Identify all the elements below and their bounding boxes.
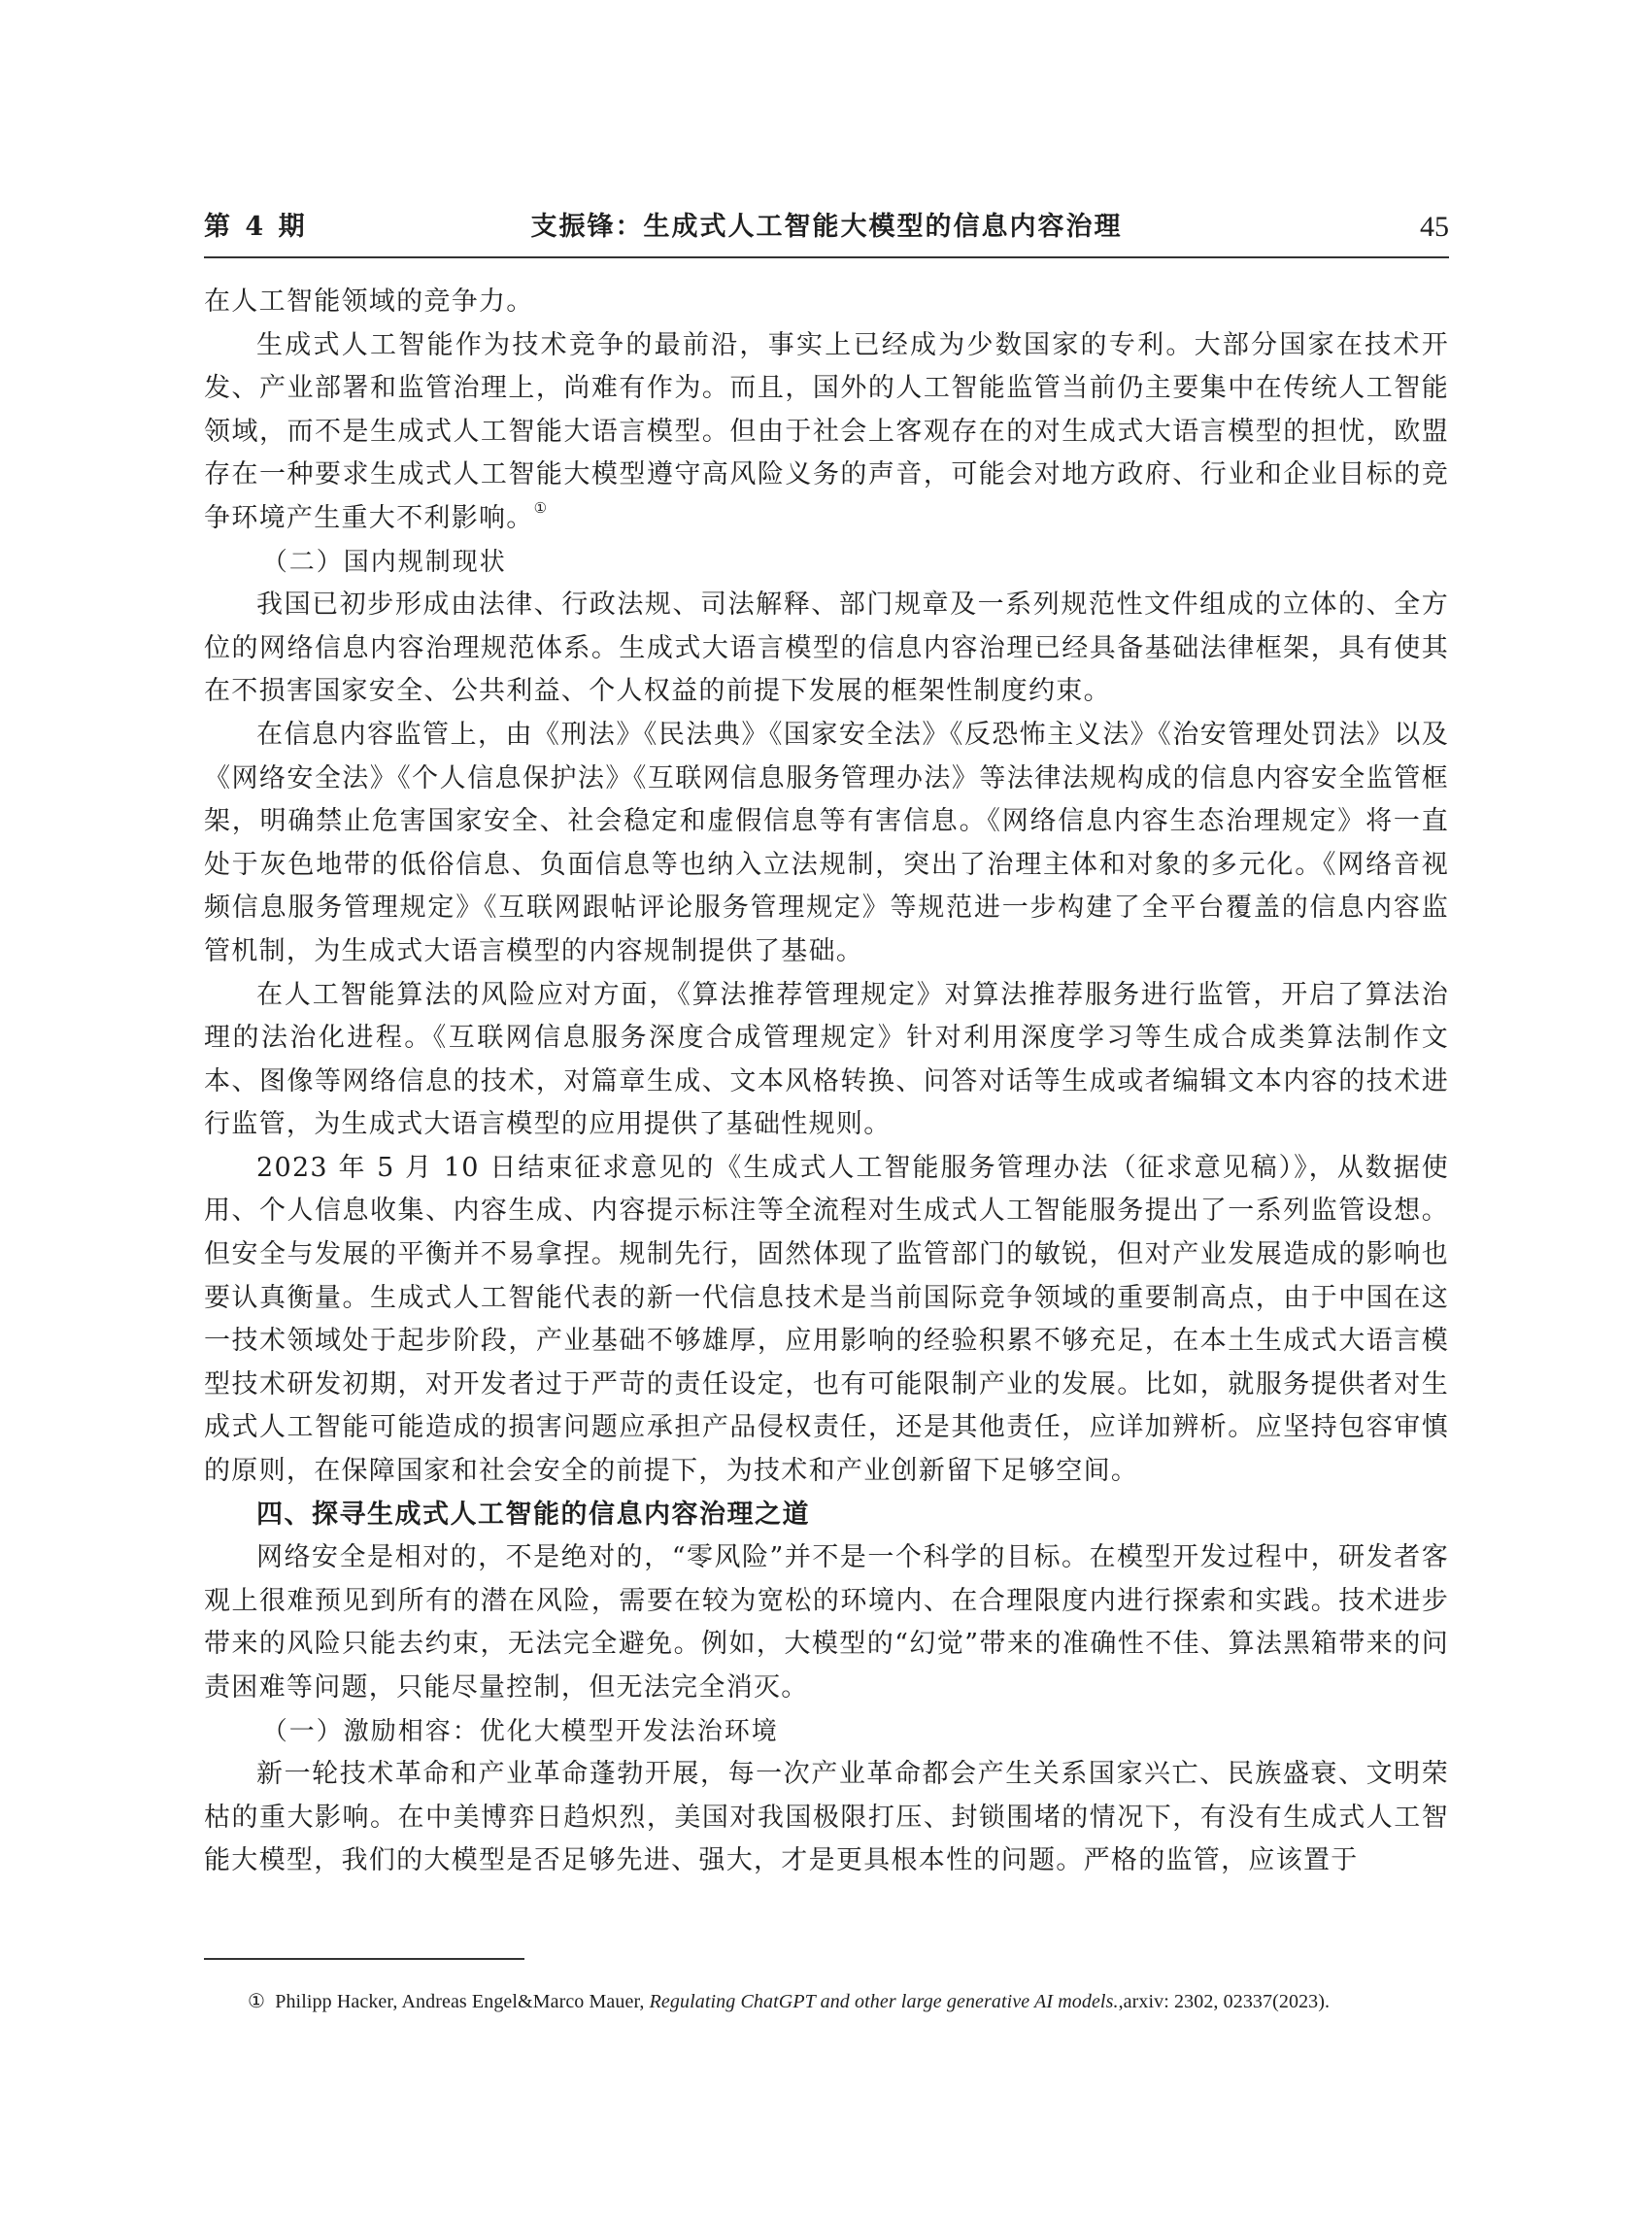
footnote-source: ,arxiv: 2302, 02337(2023). <box>1118 1991 1331 2012</box>
paragraph-legal-framework: 我国已初步形成由法律、行政法规、司法解释、部门规章及一系列规范性文件组成的立体的、全方位的网络信息内容治理规范体系。生成式大语言模型的信息内容治理已经具备基础法律框架，具有使其在不损害国家安全、公共利益、个人权益的前提下发展的框架性制度约束。 <box>204 590 1449 707</box>
paragraph-relative-security: 网络安全是相对的，不是绝对的，“零风险”并不是一个科学的目标。在模型开发过程中，研发者客观上很难预见到所有的潜在风险，需要在较为宽松的环境内、在合理限度内进行探索和实践。技术进步带来的风险只能去约束，无法完全避免。例如，大模型的“幻觉”带来的准确性不佳、算法黑箱带来的问责困难等问题，只能尽量控制，但无法完全消灭。 <box>204 1542 1449 1703</box>
paragraph-text: 生成式人工智能作为技术竞争的最前沿，事实上已经成为少数国家的专利。大部分国家在技术开发、产业部署和监管治理上，尚难有作为。而且，国外的人工智能监管当前仍主要集中在传统人工智能领域，而不是生成式人工智能大语言模型。但由于社会上客观存在的对生成式大语言模型的担忧，欧盟存在一种要求生成式人工智能大模型遵守高风险义务的声音，可能会对地方政府、行业和企业目标的竞争环境产生重大不利影响。 <box>204 329 1449 533</box>
body-text <box>204 281 1449 1883</box>
footnote <box>248 1988 1452 2015</box>
paragraph-continued: 在人工智能领域的竞争力。 <box>204 287 534 317</box>
paragraph-draft-measures: 2023 年 5 月 10 日结束征求意见的《生成式人工智能服务管理办法（征求意见稿）》，从数据使用、个人信息收集、内容生成、内容提示标注等全流程对生成式人工智能服务提出了一系列监管设想。但安全与发展的平衡并不易拿捏。规制先行，固然体现了监管部门的敏锐，但对产业发展造成的影响也要认真衡量。生成式人工智能代表的新一代信息技术是当前国际竞争领域的重要制高点，由于中国在这一技术领域处于起步阶段，产业基础不够雄厚，应用影响的经验积累不够充足，在本土生成式大语言模型技术研发初期，对开发者过于严苛的责任设定，也有可能限制产业的发展。比如，就服务提供者对生成式人工智能可能造成的损害问题应承担产品侵权责任，还是其他责任，应详加辨析。应坚持包容审慎的原则，在保障国家和社会安全的前提下，为技术和产业创新留下足够空间。 <box>204 1152 1449 1487</box>
paragraph-tech-revolution: 新一轮技术革命和产业革命蓬勃开展，每一次产业革命都会产生关系国家兴亡、民族盛衰、文明荣枯的重大影响。在中美博弈日趋炽烈，美国对我国极限打压、封锁围堵的情况下，有没有生成式人工智能大模型，我们的大模型是否足够先进、强大，才是更具根本性的问题。严格的监管，应该置于 <box>204 1759 1449 1876</box>
subsection-heading-incentive: （一）激励相容：优化大模型开发法治环境 <box>261 1716 779 1746</box>
issue-number: 第 4 期 <box>204 212 308 242</box>
page-number: 45 <box>1420 211 1449 243</box>
paragraph-international-competition <box>204 324 1449 541</box>
footnote-ref[interactable]: ① <box>533 498 549 517</box>
subsection-heading-domestic: （二）国内规制现状 <box>261 547 507 577</box>
paragraph-content-supervision: 在信息内容监管上，由《刑法》《民法典》《国家安全法》《反恐怖主义法》《治安管理处罚法》以及《网络安全法》《个人信息保护法》《互联网信息服务管理办法》等法律法规构成的信息内容安全监管框架，明确禁止危害国家安全、社会稳定和虚假信息等有害信息。《网络信息内容生态治理规定》将一直处于灰色地带的低俗信息、负面信息等也纳入立法规制，突出了治理主体和对象的多元化。《网络音视频信息服务管理规定》《互联网跟帖评论服务管理规定》等规范进一步构建了全平台覆盖的信息内容监管机制，为生成式大语言模型的内容规制提供了基础。 <box>204 719 1449 966</box>
running-title: 支振锋：生成式人工智能大模型的信息内容治理 <box>530 212 1123 242</box>
paragraph-algorithm-risk: 在人工智能算法的风险应对方面，《算法推荐管理规定》对算法推荐服务进行监管，开启了算法治理的法治化进程。《互联网信息服务深度合成管理规定》针对利用深度学习等生成合成类算法制作文本、图像等网络信息的技术，对篇章生成、文本风格转换、问答对话等生成或者编辑文本内容的技术进行监管，为生成式大语言模型的应用提供了基础性规则。 <box>204 979 1449 1140</box>
running-header <box>204 206 1449 258</box>
footnote-mark: ① <box>248 1991 266 2012</box>
footnote-authors: Philipp Hacker, Andreas Engel&Marco Mauer, <box>275 1991 645 2012</box>
section-heading-4: 四、探寻生成式人工智能的信息内容治理之道 <box>256 1499 810 1530</box>
footnote-divider <box>204 1958 524 1960</box>
footnote-title: Regulating ChatGPT and other large generative AI models. <box>649 1991 1119 2012</box>
